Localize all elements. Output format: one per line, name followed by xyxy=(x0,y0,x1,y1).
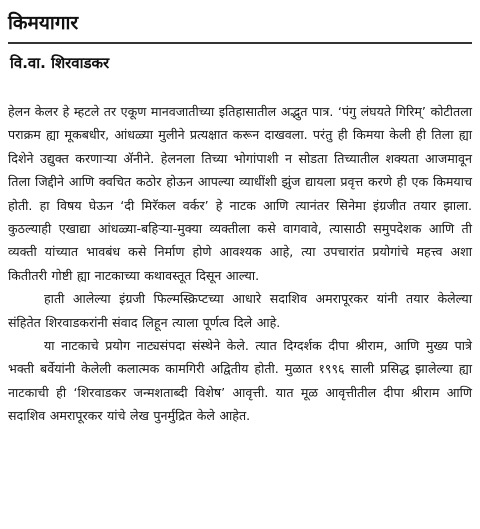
body-paragraph-1: हेलन केलर हे म्हटले तर एकूण मानवजातीच्या इतिहासातील अद्भुत पात्र. ‘पंगु लंघयते गिरिम्’ कोटीतला पराक्रम ह्या मूकबधीर, आंधळ्या मुलीने प्रत्यक्षात करून दाखवला. परंतु ही किमया केली ही तिला ह्या दिशेने उद्युक्त करणाऱ्या ॲनीने. हेलनला तिच्या भोगांपाशी न सोडता तिच्यातील शक्यता आजमावून तिला जिद्दीने आणि क्वचित कठोर होऊन आपल्या व्याधींशी झुंज द्यायला प्रवृत्त करणे ही एक किमयाच होती. हा विषय घेऊन ‘दी मिरॅकल वर्कर’ हे नाटक आणि त्यानंतर सिनेमा इंग्रजीत तयार झाला. कुठल्याही एखाद्या आंधळ्या-बहिऱ्या-मुक्या व्यक्तीला कसे वागवावे, त्यासाठी समुपदेशक आणि ती व्यक्ती यांच्यात भावबंध कसे निर्माण होणे आवश्यक आहे, त्या उपचारांत प्रयोगांचे महत्त्व अशा कितीतरी गोष्टी ह्या नाटकाच्या कथावस्तूत दिसून आल्या. xyxy=(8,104,472,283)
body-paragraph-3: या नाटकाचे प्रयोग नाट्यसंपदा संस्थेने केले. त्यात दिग्दर्शक दीपा श्रीराम, आणि मुख्य पात्रे भक्ती बर्वेयांनी केलेली कलात्मक कामगिरी अद्वितीय होती. मुळात १९९६ साली प्रसिद्ध झालेल्या ह्या नाटकाची ही ‘शिरवाडकर जन्मशताब्दी विशेष’ आवृत्ती. यात मूळ आवृत्तीतील दीपा श्रीराम आणि सदाशिव अमरापूरकर यांचे लेख पुनर्मुद्रित केले आहेत. xyxy=(8,338,472,424)
body-paragraph-2: हाती आलेल्या इंग्रजी फिल्मस्क्रिप्टच्या आधारे सदाशिव अमरापूरकर यांनी तयार केलेल्या संहितेत शिरवाडकरांनी संवाद लिहून त्याला पूर्णत्व दिले आहे. xyxy=(8,291,472,330)
document-title: किमयागार xyxy=(8,12,79,34)
title-divider xyxy=(8,42,472,44)
author-name: वि.वा. शिरवाडकर xyxy=(10,54,110,72)
